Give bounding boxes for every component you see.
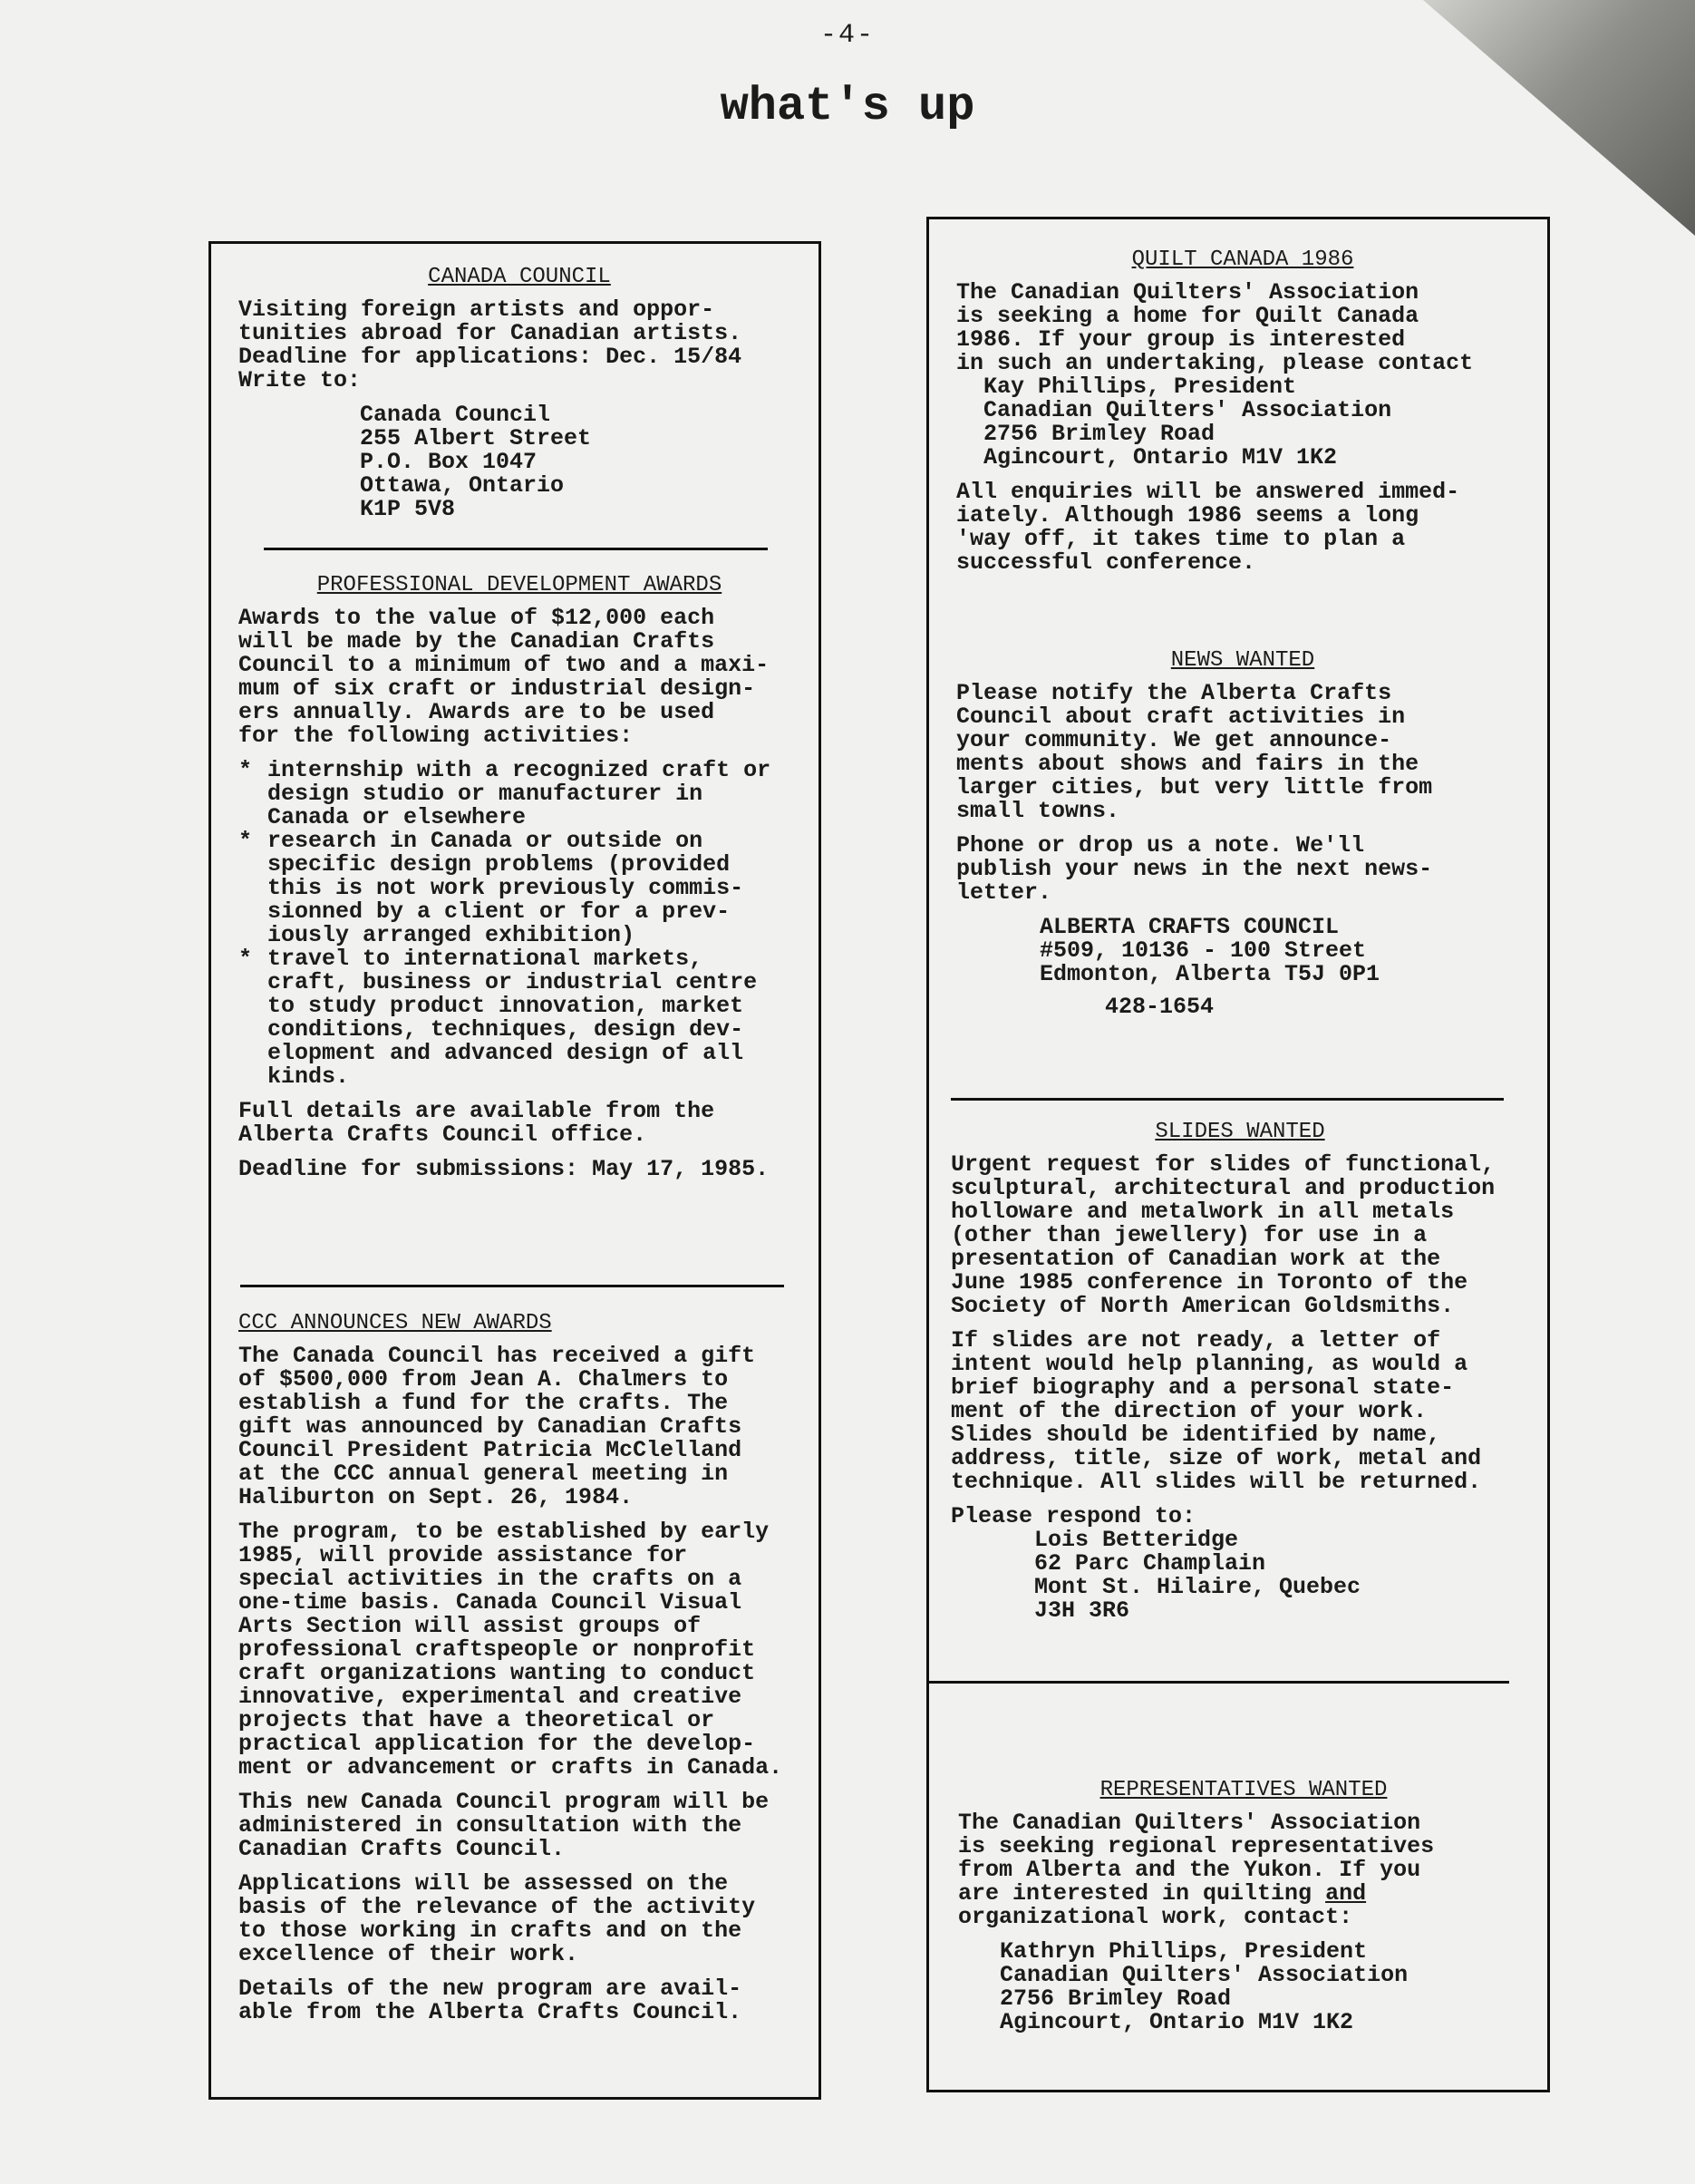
council-address: ALBERTA CRAFTS COUNCIL #509, 10136 - 100 Street Edmonton, Alberta T5J 0P1: [1040, 914, 1380, 987]
section-divider: [264, 548, 768, 550]
section-heading: QUILT CANADA 1986: [1131, 248, 1354, 272]
respond-address: Lois Betteridge 62 Parc Champlain Mont St. Hilaire, Quebec J3H 3R6: [1034, 1527, 1361, 1624]
section-divider: [240, 1285, 784, 1287]
news-wanted-section: [929, 649, 1547, 1028]
list-item: * travel to international markets, craft, business or industrial centre to study product innovation, market conditions, techniques, design dev- elopment and advanced design of all kinds.: [238, 947, 800, 1089]
deadline-note: Deadline for submissions: May 17, 1985.: [238, 1156, 770, 1182]
quilt-canada-section: [929, 248, 1547, 586]
body-text: The Canadian Quilters' Association is seeking regional representatives from Alberta and the Yukon. If you are interested in quilting: [958, 1810, 1435, 1907]
emphasized-text: and: [1325, 1880, 1367, 1907]
right-column-box: [926, 217, 1550, 2092]
section-body: The Canadian Quilters' Association is seeking a home for Quilt Canada 1986. If your group is interested in such an undertaking, please contact: [956, 279, 1474, 376]
section-heading: PROFESSIONAL DEVELOPMENT AWARDS: [316, 573, 722, 597]
activities-list: [238, 759, 800, 1089]
list-item: * internship with a recognized craft or design studio or manufacturer in Canada or elsewhere: [238, 759, 800, 830]
paragraph: Please notify the Alberta Crafts Council about craft activities in your community. We get announce- ments about shows and fairs in the larger cities, but very little from small towns.: [956, 680, 1433, 824]
paragraph: If slides are not ready, a letter of intent would help planning, as would a brief biography and a personal state- ment of the direction of your work. Slides should be identified by name, address, title, size of work, metal and technique. All slides will be returned.: [951, 1327, 1482, 1495]
section-divider: [951, 1098, 1504, 1101]
contact-address: Kathryn Phillips, President Canadian Quilters' Association 2756 Brimley Road Agincourt, Ontario M1V 1K2: [1000, 1938, 1409, 2035]
mailing-address: Canada Council 255 Albert Street P.O. Box 1047 Ottawa, Ontario K1P 5V8: [360, 402, 592, 522]
paragraph: Applications will be assessed on the basis of the relevance of the activity to those working in crafts and on the excellence of their work.: [238, 1870, 756, 1967]
paragraph: Details of the new program are avail- able from the Alberta Crafts Council.: [238, 1975, 742, 2025]
section-heading: SLIDES WANTED: [1155, 1120, 1325, 1144]
section-closing: All enquiries will be answered immed- iately. Although 1986 seems a long 'way off, it takes time to plan a successful conference.: [956, 479, 1460, 576]
section-body: Visiting foreign artists and oppor- tunities abroad for Canadian artists. Deadline for applications: Dec. 15/84 Write to:: [238, 296, 742, 393]
body-text: organizational work, contact:: [958, 1904, 1353, 1930]
details-note: Full details are available from the Alberta Crafts Council office.: [238, 1098, 715, 1148]
paragraph: Phone or drop us a note. We'll publish your news in the next news- letter.: [956, 832, 1433, 906]
ccc-awards-section: [211, 1312, 818, 2035]
paragraph: This new Canada Council program will be administered in consultation with the Canadian Crafts Council.: [238, 1789, 770, 1862]
page-number: -4-: [819, 20, 875, 51]
section-heading: CCC ANNOUNCES NEW AWARDS: [238, 1311, 552, 1335]
representatives-wanted-section: [929, 1779, 1547, 2043]
section-heading: REPRESENTATIVES WANTED: [1099, 1778, 1388, 1802]
section-divider: [929, 1681, 1509, 1684]
list-item: * research in Canada or outside on specific design problems (provided this is not work previously commis- sionned by a client or for a prev- iously arranged exhibition): [238, 830, 800, 947]
respond-label: Please respond to:: [951, 1503, 1196, 1529]
paragraph: Urgent request for slides of functional, sculptural, architectural and production holloware and metalwork in all metals (other than jewellery) for use in a presentation of Canadian work at the June 1985 conference in Toronto of the Society of North American Goldsmiths.: [951, 1151, 1496, 1319]
page-title: what's up: [720, 80, 975, 133]
council-phone: 428-1654: [1105, 994, 1215, 1020]
section-heading: NEWS WANTED: [1170, 648, 1315, 673]
slides-wanted-section: [929, 1121, 1547, 1632]
professional-awards-section: [211, 574, 818, 1192]
section-intro: Awards to the value of $12,000 each will be made by the Canadian Crafts Council to a minimum of two and a maxi- mum of six craft or industrial design- ers annually. Awards are to be used for the following activities:: [238, 605, 770, 749]
paragraph: The Canada Council has received a gift of $500,000 from Jean A. Chalmers to establish a fund for the crafts. The gift was announced by Canadian Crafts Council President Patricia McClelland at the CCC annual general meeting in Haliburton on Sept. 26, 1984.: [238, 1343, 756, 1510]
left-column-box: [208, 241, 821, 2100]
paragraph: The program, to be established by early 1985, will provide assistance for special activities in the crafts on a one-time basis. Canada Council Visual Arts Section will assist groups of professional craftspeople or nonprofit craft organizations wanting to conduct innovative, experimental and creative projects that have a theoretical or practical application for the develop- ment or advancement or crafts in Canada.: [238, 1519, 783, 1781]
section-body: [958, 1811, 1529, 1929]
canada-council-section: [211, 266, 818, 530]
contact-address: Kay Phillips, President Canadian Quilters' Association 2756 Brimley Road Agincourt, Ontario M1V 1K2: [983, 374, 1392, 471]
section-heading: CANADA COUNCIL: [428, 265, 611, 289]
